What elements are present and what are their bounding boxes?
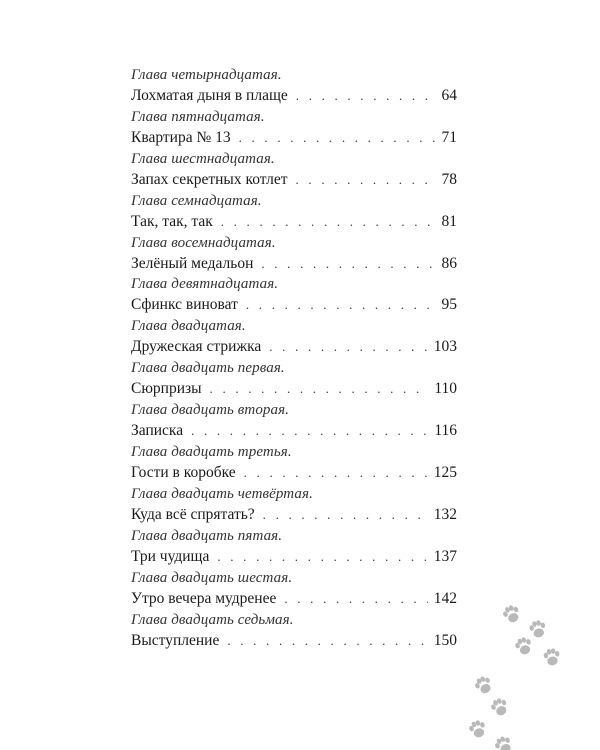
dot-leader xyxy=(217,546,427,567)
chapter-number: Глава четырнадцатая. xyxy=(131,67,282,83)
chapter-number: Глава двадцать первая. xyxy=(131,360,285,377)
toc-entry[interactable] xyxy=(131,108,457,150)
paw-print xyxy=(493,734,515,750)
chapter-title: Сюрпризы xyxy=(131,380,202,398)
chapter-title: Выступление xyxy=(131,631,220,649)
page-number: 81 xyxy=(441,212,457,230)
chapter-number: Глава двадцать четвёртая. xyxy=(131,485,313,502)
dot-leader xyxy=(284,588,427,609)
toc-entry[interactable] xyxy=(131,150,457,192)
dot-leader xyxy=(239,127,436,148)
toc-line xyxy=(131,294,457,315)
chapter-number: Глава двадцатая. xyxy=(131,318,246,335)
chapter-title: Так, так, так xyxy=(131,212,213,230)
dot-leader xyxy=(263,504,428,525)
page-number: 142 xyxy=(433,589,457,607)
toc-line xyxy=(131,546,457,567)
toc-line xyxy=(131,420,457,441)
paw-prints-icon xyxy=(460,600,600,750)
dot-leader xyxy=(221,211,436,232)
chapter-title: Дружеская стрижка xyxy=(131,338,262,356)
chapter-number: Глава двадцать седьмая. xyxy=(131,611,294,628)
toc-entry[interactable] xyxy=(131,192,457,234)
toc-entry[interactable] xyxy=(131,359,457,401)
toc-entry[interactable] xyxy=(131,275,457,317)
chapter-number: Глава восемнадцатая. xyxy=(131,234,276,251)
toc-entry[interactable] xyxy=(131,317,457,359)
dot-leader xyxy=(244,462,428,483)
dot-leader xyxy=(246,294,436,315)
chapter-number: Глава пятнадцатая. xyxy=(131,108,265,125)
chapter-number: Глава двадцать шестая. xyxy=(131,569,293,586)
paw-print xyxy=(513,635,534,656)
chapter-number: Глава шестнадцатая. xyxy=(131,150,275,167)
page-number: 125 xyxy=(433,464,457,482)
dot-leader xyxy=(191,420,428,441)
chapter-title: Утро вечера мудренее xyxy=(131,589,277,607)
paw-print xyxy=(489,696,511,718)
table-of-contents xyxy=(131,66,457,652)
toc-line xyxy=(131,588,457,609)
toc-line xyxy=(131,630,457,651)
chapter-title: Лохматая дыня в плаще xyxy=(131,87,288,104)
toc-entry[interactable] xyxy=(131,485,457,527)
toc-line xyxy=(131,336,457,357)
chapter-title: Куда всё спрятать? xyxy=(131,505,255,523)
chapter-number: Глава двадцать пятая. xyxy=(131,527,283,544)
chapter-title: Квартира № 13 xyxy=(131,128,231,146)
toc-entry[interactable] xyxy=(131,443,457,485)
chapter-number: Глава двадцать третья. xyxy=(131,444,292,461)
paw-print xyxy=(467,718,488,739)
page-number: 95 xyxy=(441,296,457,314)
toc-line xyxy=(131,127,457,148)
toc-line xyxy=(131,504,457,525)
toc-line xyxy=(131,211,457,232)
chapter-title: Запах секретных котлет xyxy=(131,170,288,188)
toc-line xyxy=(131,169,457,190)
chapter-title: Три чудища xyxy=(131,547,210,565)
chapter-title: Гости в коробке xyxy=(131,464,236,482)
paw-print xyxy=(543,647,562,666)
toc-line xyxy=(131,462,457,483)
page-number: 64 xyxy=(441,87,457,104)
dot-leader xyxy=(227,630,427,651)
toc-entry[interactable] xyxy=(131,401,457,443)
page-number: 86 xyxy=(441,254,457,272)
page-number: 110 xyxy=(434,380,457,398)
chapter-number: Глава двадцать вторая. xyxy=(131,402,290,419)
chapter-title: Записка xyxy=(131,422,184,440)
paw-print xyxy=(528,619,548,639)
page-number: 137 xyxy=(433,547,457,565)
toc-entry[interactable] xyxy=(131,527,457,569)
chapter-number: Глава семнадцатая. xyxy=(131,192,262,209)
page-number: 71 xyxy=(441,128,457,146)
chapter-title: Сфинкс виноват xyxy=(131,296,238,314)
page-number: 132 xyxy=(433,505,457,523)
dot-leader xyxy=(296,85,436,106)
toc-entry[interactable] xyxy=(131,611,457,653)
toc-entry[interactable] xyxy=(131,569,457,611)
chapter-title: Зелёный медальон xyxy=(131,254,254,272)
page-number: 103 xyxy=(433,338,457,356)
paw-print xyxy=(501,603,523,625)
toc-line xyxy=(131,378,457,399)
page-number: 150 xyxy=(433,631,457,649)
toc-line xyxy=(131,85,457,106)
dot-leader xyxy=(210,378,429,399)
toc-line xyxy=(131,253,457,274)
dot-leader xyxy=(261,253,435,274)
dot-leader xyxy=(269,336,427,357)
toc-entry[interactable] xyxy=(131,66,457,108)
page-number: 78 xyxy=(441,170,457,188)
chapter-number: Глава девятнадцатая. xyxy=(131,276,279,293)
toc-entry[interactable] xyxy=(131,234,457,276)
page-number: 116 xyxy=(434,422,457,440)
paw-print xyxy=(473,674,495,696)
dot-leader xyxy=(296,169,436,190)
